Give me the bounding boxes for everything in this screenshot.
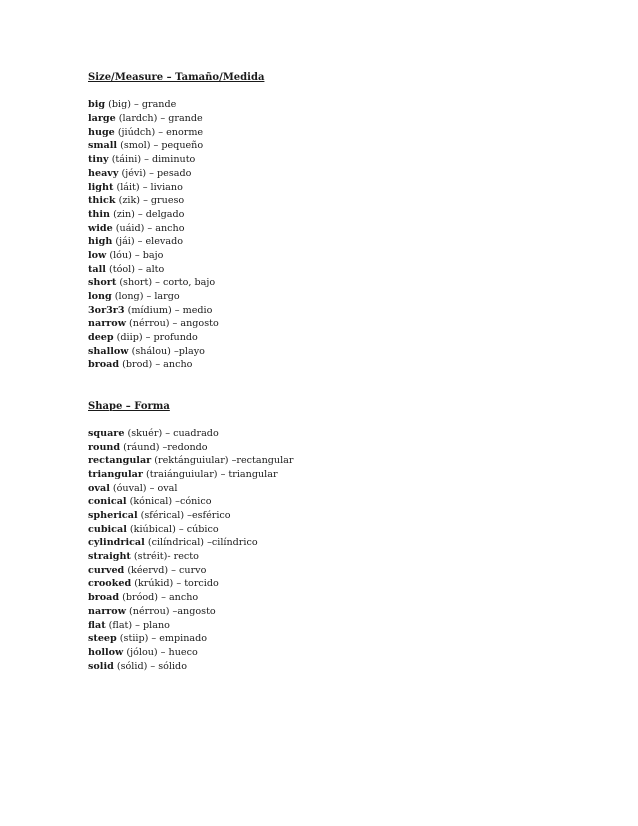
list-item — [88, 249, 608, 263]
entry-word: heavy — [88, 167, 119, 179]
entry-word: spherical — [88, 510, 138, 522]
entry-translation: (láit) – liviano — [113, 181, 183, 193]
entry-translation: (short) – corto, bajo — [116, 277, 216, 289]
entry-translation: (sólid) – sólido — [113, 660, 187, 672]
entry-translation: (sférical) –esférico — [137, 510, 231, 522]
entry-word: wide — [88, 222, 113, 234]
list-item — [88, 454, 608, 468]
entry-translation: (stréit)- recto — [130, 551, 199, 563]
list-item — [88, 523, 608, 537]
entry-translation: (mídium) – medio — [124, 304, 213, 316]
entry-translation: (jólou) – hueco — [123, 646, 198, 658]
entry-word: long — [88, 291, 112, 302]
list-item — [88, 619, 608, 633]
entry-word: solid — [88, 660, 114, 672]
entry-translation: (lóu) – bajo — [106, 249, 164, 261]
list-item — [88, 441, 608, 455]
list-item — [88, 235, 608, 249]
list-item — [88, 112, 608, 126]
entry-translation: (nérrou) –angosto — [125, 605, 216, 617]
list-item — [88, 577, 608, 591]
entry-word: broad — [88, 359, 120, 371]
entry-translation: (nérrou) – angosto — [125, 318, 219, 330]
entry-translation: (zik) – grueso — [115, 195, 185, 207]
entry-word: thin — [88, 208, 111, 220]
list-item — [88, 98, 608, 112]
entry-word: curved — [88, 564, 125, 576]
entry-word: straight — [88, 551, 131, 563]
list-item — [88, 167, 608, 181]
list-item — [88, 660, 608, 674]
entry-word: tall — [88, 263, 106, 275]
entry-word: short — [88, 277, 117, 289]
list-item — [88, 290, 608, 304]
list-item — [88, 646, 608, 660]
section-shape — [88, 400, 608, 674]
entry-word: conical — [88, 496, 127, 508]
entry-word: thick — [88, 195, 116, 207]
list-item — [88, 276, 608, 290]
entry-word: low — [88, 249, 107, 261]
list-item — [88, 345, 608, 359]
list-item — [88, 591, 608, 605]
entry-translation: (long) – largo — [111, 291, 180, 302]
list-item — [88, 495, 608, 509]
entry-translation: (traiánguiular) – triangular — [142, 468, 278, 480]
entry-translation: (kiúbical) – cúbico — [126, 523, 219, 535]
entry-word: narrow — [88, 605, 126, 617]
entry-word: steep — [88, 633, 117, 645]
list-item — [88, 427, 608, 441]
entry-word: big — [88, 99, 106, 111]
list-item — [88, 358, 608, 372]
entry-word: narrow — [88, 318, 126, 330]
list-item — [88, 564, 608, 578]
entry-word: cubical — [88, 523, 127, 535]
entry-translation: (kéervd) – curvo — [124, 564, 207, 576]
entry-word: oval — [88, 482, 110, 494]
entry-word: shallow — [88, 345, 129, 357]
entry-translation: (ráund) –redondo — [120, 441, 208, 453]
entry-word: rectangular — [88, 455, 152, 467]
list-item — [88, 331, 608, 345]
list-item — [88, 126, 608, 140]
entry-translation: (uáid) – ancho — [112, 222, 185, 234]
entry-word: triangular — [88, 468, 143, 480]
entry-list — [88, 98, 608, 372]
entry-word: 3or3r3 — [88, 304, 125, 316]
section-title: Size/Measure – Tamaño/Medida — [88, 72, 265, 83]
entry-word: crooked — [88, 578, 132, 590]
entry-translation: (jái) – elevado — [112, 236, 183, 248]
entry-word: square — [88, 427, 125, 439]
entry-word: cylindrical — [88, 537, 145, 549]
list-item — [88, 139, 608, 153]
list-item — [88, 550, 608, 564]
section-size-measure — [88, 71, 608, 372]
list-item — [88, 181, 608, 195]
list-item — [88, 605, 608, 619]
entry-translation: (táini) – diminuto — [108, 154, 196, 166]
entry-word: light — [88, 181, 114, 193]
list-item — [88, 536, 608, 550]
section-title: Shape – Forma — [88, 400, 170, 412]
entry-word: hollow — [88, 646, 124, 658]
entry-word: broad — [88, 592, 120, 604]
entry-translation: (diip) – profundo — [113, 332, 198, 344]
entry-translation: (jévi) – pesado — [118, 167, 192, 179]
list-item — [88, 263, 608, 277]
entry-translation: (jiúdch) – enorme — [114, 126, 204, 138]
entry-translation: (krúkid) – torcido — [131, 578, 219, 590]
entry-translation: (tóol) – alto — [105, 263, 165, 275]
entry-translation: (shálou) –playo — [128, 345, 205, 357]
list-item — [88, 509, 608, 523]
entry-translation: (cilíndrical) –cilíndrico — [144, 537, 258, 549]
entry-translation: (stiip) – empinado — [116, 633, 208, 645]
entry-word: flat — [88, 619, 106, 631]
entry-translation: (zin) – delgado — [110, 208, 185, 220]
entry-translation: (bróod) – ancho — [119, 592, 199, 604]
document-page — [88, 71, 608, 673]
entry-list — [88, 427, 608, 673]
entry-translation: (smol) – pequeño — [117, 140, 204, 152]
entry-word: small — [88, 140, 118, 152]
entry-word: large — [88, 113, 116, 125]
list-item — [88, 208, 608, 222]
entry-translation: (skuér) – cuadrado — [124, 427, 219, 439]
list-item — [88, 222, 608, 236]
entry-translation: (rektánguiular) –rectangular — [151, 455, 294, 467]
entry-translation: (big) – grande — [105, 99, 177, 111]
list-item — [88, 317, 608, 331]
entry-word: huge — [88, 126, 115, 138]
list-item — [88, 194, 608, 208]
list-item — [88, 482, 608, 496]
entry-translation: (óuval) – oval — [109, 482, 178, 494]
list-item — [88, 632, 608, 646]
entry-word: high — [88, 236, 113, 248]
entry-word: deep — [88, 332, 114, 344]
entry-translation: (brod) – ancho — [119, 359, 193, 371]
list-item — [88, 468, 608, 482]
list-item — [88, 153, 608, 167]
list-item — [88, 304, 608, 318]
entry-translation: (lardch) – grande — [115, 113, 203, 125]
entry-translation: (flat) – plano — [105, 619, 170, 631]
entry-word: round — [88, 441, 121, 453]
entry-translation: (kónical) –cónico — [126, 496, 212, 508]
entry-word: tiny — [88, 154, 109, 166]
